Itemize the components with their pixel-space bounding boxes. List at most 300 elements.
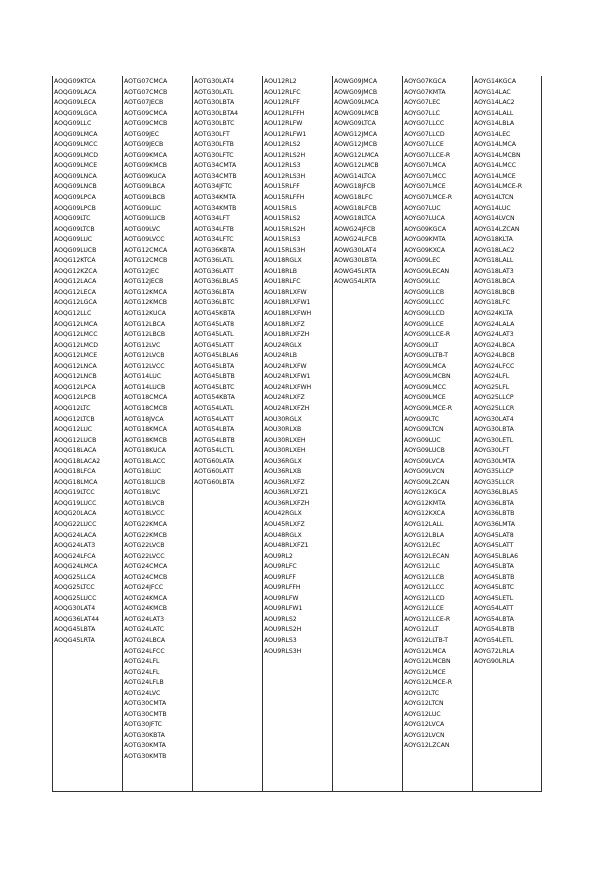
table-cell: AOTG12KMCA — [124, 288, 167, 296]
table-cell: AOTG36LBLA5 — [194, 278, 239, 286]
table-cell: AOQG24LACA — [54, 531, 97, 539]
table-cell: AOWG24LFCB — [334, 236, 377, 244]
table-cell: AOTG34CMTB — [194, 172, 237, 180]
table-cell: AOYG45LATT — [474, 542, 514, 550]
table-cell: AOYG25LFL — [474, 383, 510, 391]
table-cell: AOYG12LMCE — [404, 668, 446, 676]
table-cell: AOYG12LVCN — [404, 731, 445, 739]
table-cell: AOYG24LALA — [474, 320, 515, 328]
table-cell: AOQG09KTCA — [54, 78, 96, 85]
table-column — [123, 76, 193, 791]
table-cell: AOQG09LECA — [54, 99, 96, 107]
table-cell: AOU48RGLX — [264, 531, 302, 539]
table-cell: AOTG34LFT — [194, 215, 230, 223]
table-cell: AOTG54KBTA — [194, 394, 235, 402]
table-cell: AOTG24LFL — [124, 668, 160, 676]
table-cell: AOWG09LMCB — [334, 109, 379, 117]
table-cell: AOTG36LATT — [194, 267, 234, 275]
table-cell: AOQG09LMCC — [54, 141, 98, 149]
table-cell: AOTG30JFTC — [124, 721, 162, 729]
table-cell: AOYG30LAT4 — [474, 415, 514, 423]
table-cell: AOWG12JMCA — [334, 130, 377, 138]
table-cell: AOYG12LLCD — [404, 594, 445, 602]
table-cell: AOU9RL2 — [264, 552, 293, 560]
table-cell: AOYG09LMCE — [404, 394, 446, 402]
table-cell: AOYG54LATT — [474, 605, 514, 613]
table-cell: AOYG12LLCE-R — [404, 615, 451, 623]
table-cell: AOYG14LEC — [474, 130, 511, 138]
table-cell: AOTG30LFTC — [194, 151, 234, 159]
table-cell: AOYG36LBTB — [474, 510, 515, 518]
table-cell: AOTG09LVCC — [124, 236, 165, 244]
table-cell: AOU12RLFF — [264, 99, 300, 107]
table-cell: AOQG12LPCA — [54, 383, 96, 391]
table-cell: AOYG18LFC — [474, 299, 510, 307]
table-cell: AOU15RLS3H — [264, 246, 306, 254]
table-cell: AOWG54LRTA — [334, 278, 377, 286]
table-cell: AOQG12LNCB — [54, 373, 97, 381]
table-cell: AOTG09LVC — [124, 225, 161, 233]
table-cell: AOU18RLFC — [264, 278, 301, 286]
table-cell: AOYG12LMCA — [404, 647, 446, 655]
table-cell: AOYG07LEC — [404, 99, 441, 107]
table-cell: AOYG12LTC — [404, 689, 439, 697]
table-cell: AOWG18JFCB — [334, 183, 376, 191]
table-cell: AOYG07KMTA — [404, 88, 446, 96]
table-cell: AOTG30KBTA — [124, 731, 165, 739]
table-cell: AOTG22LVCB — [124, 542, 165, 550]
table-cell: AOU9RLS2H — [264, 626, 302, 634]
table-cell: AOQG12LMCA — [54, 320, 98, 328]
table-cell: AOYG09LECAN — [404, 267, 450, 275]
table-cell: AOYG35LLCP — [474, 468, 514, 476]
table-cell: AOQG24LMCA — [54, 563, 98, 571]
table-cell: AOU9RLFC — [264, 563, 297, 571]
table-cell: AOU9RLFF — [264, 573, 296, 581]
table-cell: AOTG09JEC — [124, 130, 160, 138]
table-cell: AOQG25LLCA — [54, 573, 96, 581]
table-cell: AOYG07LMCA — [404, 162, 446, 170]
table-cell: AOTG24LAT3 — [124, 615, 164, 623]
table-cell: AOYG12LLCC — [404, 584, 445, 592]
table-cell: AOYG18LAT3 — [474, 267, 514, 275]
table-cell: AOTG09CMCB — [124, 120, 168, 128]
table-cell: AOTG30LATL — [194, 88, 234, 96]
table-cell: AOTG12CMCB — [124, 257, 168, 265]
table-cell: AOYG30LFT — [474, 447, 510, 455]
table-cell: AOYG12LLT — [404, 626, 439, 634]
table-cell: AOYG24LAT3 — [474, 331, 514, 339]
table-cell: AOTG12LBCB — [124, 331, 166, 339]
table-cell: AOU15RLFFH — [264, 194, 305, 202]
table-cell: AOTG12KUCA — [124, 310, 166, 318]
table-cell: AOYG12LMCBN — [404, 658, 451, 666]
table-cell: AOTG24CMCB — [124, 573, 168, 581]
table-cell: AOQG09LPCB — [54, 204, 96, 212]
table-cell: AOYG14KGCA — [474, 78, 517, 85]
table-cell: AOTG07CMCA — [124, 78, 168, 85]
table-cell: AOTG07JECB — [124, 99, 164, 107]
table-cell: AOQG09LTCB — [54, 225, 95, 233]
table-cell: AOU12RLFW — [264, 120, 303, 128]
table-cell: AOQG09LACA — [54, 88, 97, 96]
table-cell: AOQG12LMCE — [54, 352, 98, 360]
table-cell: AOWG09LTCA — [334, 120, 376, 128]
table-cell: AOTG30LBTA — [194, 99, 235, 107]
table-cell: AOTG30LAT4 — [194, 78, 234, 85]
table-cell: AOYG07LMCC — [404, 172, 447, 180]
table-cell: AOTG36LBTA — [194, 288, 235, 296]
table-cell: AOTG12LBCA — [124, 320, 166, 328]
table-cell: AOQG09LMCE — [54, 162, 98, 170]
table-cell: AOU12RLS2H — [264, 151, 306, 159]
table-cell: AOTG09JECB — [124, 141, 164, 149]
table-cell: AOTG30CMTA — [124, 700, 167, 708]
table-cell: AOQG12KZCA — [54, 267, 97, 275]
table-cell: AOU12RL2 — [264, 78, 297, 85]
table-cell: AOTG36LATL — [194, 257, 234, 265]
table-cell: AOU9RLFFH — [264, 584, 301, 592]
table-cell: AOYG30LMTA — [474, 457, 515, 465]
table-cell: AOYG07LUCA — [404, 215, 445, 223]
table-cell: AOWG24JFCB — [334, 225, 376, 233]
table-cell: AOWG18LFCB — [334, 204, 377, 212]
table-cell: AOYG09LLCD — [404, 310, 445, 318]
table-cell: AOTG12JECB — [124, 278, 164, 286]
table-cell: AOTG14LUCB — [124, 383, 166, 391]
table-cell: AOU36RLXFZ — [264, 478, 305, 486]
table-cell: AOYG30LBTA — [474, 426, 514, 434]
table-cell: AOQG12LUC — [54, 426, 93, 434]
table-cell: AOTG54LBTA — [194, 426, 235, 434]
table-cell: AOYG25LLCP — [474, 394, 514, 402]
table-cell: AOTG18LVCB — [124, 499, 165, 507]
table-cell: AOTG09LUC — [124, 204, 161, 212]
table-cell: AOYG45LBTA — [474, 563, 514, 571]
table-cell: AOYG12LLCB — [404, 573, 445, 581]
table-column — [193, 76, 263, 791]
table-cell: AOQG19LTCC — [54, 489, 95, 497]
table-cell: AOTG12JEC — [124, 267, 160, 275]
table-cell: AOU48RLXFZ1 — [264, 542, 309, 550]
table-cell: AOTG45LATL — [194, 331, 234, 339]
table-cell: AOU12RLFW1 — [264, 130, 307, 138]
table-cell: AOYG24LBCB — [474, 352, 515, 360]
table-cell: AOU18RLXFZ — [264, 320, 305, 328]
table-cell: AOYG24LFCC — [474, 362, 515, 370]
table-cell: AOTG24JFCC — [124, 584, 163, 592]
table-cell: AOTG12LVCB — [124, 352, 165, 360]
table-cell: AOU36RLXB — [264, 468, 302, 476]
table-cell: AOU15RLS3 — [264, 236, 301, 244]
table-cell: AOYG72LRLA — [474, 647, 515, 655]
table-cell: AOTG60LBTA — [194, 478, 235, 486]
table-cell: AOYG25LLCR — [474, 404, 515, 412]
table-cell: AOTG30CMTB — [124, 710, 167, 718]
table-cell: AOTG34LFTB — [194, 225, 234, 233]
table-cell: AOYG18LBCB — [474, 288, 515, 296]
table-cell: AOYG14LBLA — [474, 120, 515, 128]
table-cell: AOU24RLXFW — [264, 362, 307, 370]
table-cell: AOTG60LATT — [194, 468, 234, 476]
table-cell: AOWG30LBTA — [334, 257, 377, 265]
table-cell: AOU24RLB — [264, 352, 297, 360]
table-cell: AOYG09LEC — [404, 257, 441, 265]
table-cell: AOYG09LTCN — [404, 426, 444, 434]
table-cell: AOWG18LFC — [334, 194, 373, 202]
table-cell: AOYG14LUC — [474, 204, 511, 212]
table-cell: AOTG12LVCC — [124, 362, 165, 370]
table-cell: AOTG09LUCB — [124, 215, 166, 223]
table-cell: AOTG34CMTA — [194, 162, 237, 170]
table-cell: AOQG12LTCB — [54, 415, 95, 423]
table-cell: AOU24RLXFWH — [264, 383, 312, 391]
table-cell: AOTG60LATA — [194, 457, 234, 465]
table-cell: AOU9RLS2 — [264, 615, 297, 623]
table-cell: AOTG18CMCA — [124, 394, 168, 402]
table-cell: AOYG07LLC — [404, 109, 440, 117]
table-cell: AOYG54LBTA — [474, 615, 514, 623]
table-cell: AOQG18LFCA — [54, 468, 96, 476]
table-cell: AOWG09LMCA — [334, 99, 379, 107]
table-cell: AOTG45LAT8 — [194, 320, 234, 328]
table-cell: AOYG07LMCE — [404, 183, 446, 191]
table-cell: AOYG12LLTB-T — [404, 636, 449, 644]
table-cell: AOTG30LBTC — [194, 120, 235, 128]
model-code-table — [52, 76, 542, 792]
table-cell: AOYG12LALL — [404, 520, 444, 528]
table-cell: AOTG18LACC — [124, 457, 166, 465]
table-cell: AOTG45LATT — [194, 341, 234, 349]
table-cell: AOYG09LVCN — [404, 468, 445, 476]
table-cell: AOQG30LAT4 — [54, 605, 96, 613]
table-cell: AOWG45LRTA — [334, 267, 377, 275]
table-cell: AOU12RLS3H — [264, 172, 306, 180]
table-cell: AOYG45LBTB — [474, 573, 515, 581]
table-cell: AOYG12LBLA — [404, 531, 445, 539]
table-column — [333, 76, 403, 791]
table-cell: AOYG09LMCBN — [404, 373, 451, 381]
table-cell: AOYG07LLCE-R — [404, 151, 451, 159]
table-cell: AOTG34KMTA — [194, 194, 236, 202]
table-cell: AOU30RGLX — [264, 415, 302, 423]
table-cell: AOYG07LLCD — [404, 130, 445, 138]
table-cell: AOTG09LBCA — [124, 183, 166, 191]
table-cell: AOYG14LVCN — [474, 215, 515, 223]
table-cell: AOYG36LMTA — [474, 520, 515, 528]
table-cell: AOQG09LPCA — [54, 194, 96, 202]
table-cell: AOYG54LBTB — [474, 626, 515, 634]
table-cell: AOYG09LLCC — [404, 299, 445, 307]
table-cell: AOTG18KMCB — [124, 436, 167, 444]
table-cell: AOQG09LGCA — [54, 109, 97, 117]
table-column — [53, 76, 123, 791]
table-column — [403, 76, 473, 791]
table-cell: AOQG12LMCC — [54, 331, 98, 339]
table-cell: AOU15RLS2 — [264, 215, 301, 223]
table-cell: AOTG18CMCB — [124, 404, 168, 412]
table-cell: AOQG12LGCA — [54, 299, 97, 307]
table-cell: AOQG24LFCA — [54, 552, 96, 560]
table-cell: AOYG12LVCA — [404, 721, 445, 729]
table-cell: AOYG12LLCE — [404, 605, 444, 613]
table-cell: AOTG18LVCC — [124, 510, 165, 518]
table-cell: AOYG24LBCA — [474, 341, 515, 349]
table-column — [473, 76, 543, 791]
table-cell: AOYG09LUCB — [404, 447, 445, 455]
table-cell: AOU18RLB — [264, 267, 297, 275]
table-cell: AOTG30LFTB — [194, 141, 234, 149]
table-cell: AOYG12LECAN — [404, 552, 450, 560]
table-cell: AOU15RLFF — [264, 183, 300, 191]
table-cell: AOU15RLS — [264, 204, 297, 212]
table-cell: AOTG30KMTA — [124, 742, 166, 750]
table-cell: AOYG14LZCAN — [474, 225, 520, 233]
table-cell: AOU36RGLX — [264, 457, 302, 465]
table-cell: AOQG45LBTA — [54, 626, 96, 634]
table-cell: AOYG09LLC — [404, 278, 440, 286]
table-cell: AOTG22KMCA — [124, 520, 167, 528]
table-cell: AOTG18KUCA — [124, 447, 166, 455]
table-cell: AOQG09LUCB — [54, 246, 97, 254]
table-cell: AOYG09KXCA — [404, 246, 446, 254]
table-cell: AOQG09LTC — [54, 215, 91, 223]
table-cell: AOTG34JFTC — [194, 183, 232, 191]
table-cell: AOU18RLXFWH — [264, 310, 312, 318]
table-cell: AOU24RLXFZH — [264, 404, 310, 412]
table-cell: AOQG09LMCD — [54, 151, 98, 159]
table-cell: AOQG20LACA — [54, 510, 97, 518]
table-cell: AOYG09LZCAN — [404, 478, 450, 486]
table-cell: AOYG14LALL — [474, 109, 514, 117]
table-cell: AOYG09KMTA — [404, 236, 446, 244]
table-cell: AOU12RLFFH — [264, 109, 305, 117]
table-cell: AOU36RLXFZ1 — [264, 489, 309, 497]
table-cell: AOYG12KMTA — [404, 499, 446, 507]
table-cell: AOWG09JMCA — [334, 78, 377, 85]
table-cell: AOYG09LLCE — [404, 320, 444, 328]
table-cell: AOYG09LTC — [404, 415, 439, 423]
table-cell: AOYG36LBLA5 — [474, 489, 519, 497]
table-cell: AOU15RLS2H — [264, 225, 306, 233]
table-cell: AOU24RLXFZ — [264, 394, 305, 402]
table-cell: AOYG54LETL — [474, 636, 514, 644]
table-cell: AOYG09LVCA — [404, 457, 445, 465]
table-cell: AOTG09KMCA — [124, 151, 167, 159]
table-cell: AOYG14LMCBN — [474, 151, 521, 159]
table-cell: AOU9RLS3 — [264, 636, 297, 644]
table-cell: AOU24RGLX — [264, 341, 302, 349]
table-cell: AOQG19LUCC — [54, 499, 97, 507]
table-cell: AOYG18LAC2 — [474, 246, 515, 254]
table-cell: AOQG36LAT44 — [54, 615, 99, 623]
table-cell: AOU9RLFW1 — [264, 605, 303, 613]
table-cell: AOYG18LALL — [474, 257, 514, 265]
table-cell: AOTG30LBTA4 — [194, 109, 239, 117]
table-cell: AOYG14LAC — [474, 88, 511, 96]
table-cell: AOTG24LVC — [124, 689, 161, 697]
table-cell: AOTG12LVC — [124, 341, 161, 349]
table-cell: AOYG12LZCAN — [404, 742, 450, 750]
table-cell: AOYG12LUC — [404, 710, 441, 718]
table-cell: AOQG09LUC — [54, 236, 93, 244]
table-cell: AOU18RLXFW — [264, 288, 307, 296]
table-cell: AOYG12KXCA — [404, 510, 446, 518]
table-cell: AOTG09CMCA — [124, 109, 168, 117]
table-cell: AOQG18LMCA — [54, 478, 98, 486]
table-cell: AOTG09LBCB — [124, 194, 166, 202]
table-cell: AOTG34LFTC — [194, 236, 234, 244]
table-cell: AOQG25LUCC — [54, 594, 97, 602]
table-cell: AOYG12LMCE-R — [404, 679, 453, 687]
table-cell: AOTG22KMCB — [124, 531, 167, 539]
table-cell: AOYG12LEC — [404, 542, 441, 550]
table-cell: AOYG30LETL — [474, 436, 514, 444]
table-cell: AOU24RLXFW1 — [264, 373, 311, 381]
table-cell: AOYG36LBTA — [474, 499, 514, 507]
table-cell: AOQG12LTC — [54, 404, 91, 412]
table-cell: AOU45RLXFZ — [264, 520, 305, 528]
table-cell: AOQG12KTCA — [54, 257, 96, 265]
table-cell: AOTG54LATL — [194, 404, 234, 412]
table-cell: AOQG25LTCC — [54, 584, 95, 592]
table-cell: AOYG09LLTB-T — [404, 352, 449, 360]
table-cell: AOYG07LUC — [404, 204, 441, 212]
table-cell: AOTG22LVCC — [124, 552, 165, 560]
table-cell: AOYG18KLTA — [474, 236, 513, 244]
table-cell: AOTG24LATC — [124, 626, 165, 634]
table-cell: AOTG18LUCB — [124, 478, 166, 486]
table-cell: AOQG12LUCB — [54, 436, 97, 444]
table-cell: AOTG30LFT — [194, 130, 230, 138]
table-cell: AOTG45LBTA — [194, 362, 235, 370]
table-cell: AOWG14LTCA — [334, 172, 376, 180]
table-cell: AOQG09LNCB — [54, 183, 97, 191]
table-cell: AOTG24LBCA — [124, 636, 166, 644]
table-cell: AOTG24LFCC — [124, 647, 165, 655]
table-cell: AOYG24KLTA — [474, 310, 513, 318]
table-cell: AOTG07CMCB — [124, 88, 168, 96]
table-cell: AOYG09LLT — [404, 341, 439, 349]
table-cell: AOQG18LACA2 — [54, 457, 101, 465]
table-cell: AOWG30LAT4 — [334, 246, 377, 254]
table-cell: AOYG14LMCC — [474, 162, 517, 170]
table-cell: AOTG45KBTA — [194, 310, 235, 318]
table-cell: AOTG24LFLB — [124, 679, 164, 687]
table-cell: AOQG24LAT3 — [54, 542, 96, 550]
table-cell: AOTG36LBTC — [194, 299, 235, 307]
table-cell: AOYG09LLCE-R — [404, 331, 451, 339]
table-cell: AOQG45LRTA — [54, 636, 95, 644]
table-cell: AOYG14LAC2 — [474, 99, 515, 107]
table-cell: AOWG12JMCB — [334, 141, 378, 149]
table-cell: AOTG24KMCA — [124, 594, 167, 602]
table-cell: AOYG24LFL — [474, 373, 510, 381]
table-cell: AOTG30KMTB — [124, 753, 167, 760]
table-cell: AOU12RLFC — [264, 88, 301, 96]
table-cell: AOTG24KMCB — [124, 605, 167, 613]
table-cell: AOYG09LUC — [404, 436, 441, 444]
table-cell: AOU9RLS3H — [264, 647, 302, 655]
table-cell: AOQG22LUCC — [54, 520, 97, 528]
table-cell: AOTG12CMCA — [124, 246, 168, 254]
table-cell: AOU12RLS2 — [264, 141, 301, 149]
table-cell: AOU18RGLX — [264, 257, 302, 265]
table-cell: AOYG14LTCN — [474, 194, 514, 202]
table-cell: AOYG14LMCA — [474, 141, 516, 149]
table-cell: AOTG09KUCA — [124, 172, 166, 180]
table-cell: AOQG12LECA — [54, 288, 96, 296]
